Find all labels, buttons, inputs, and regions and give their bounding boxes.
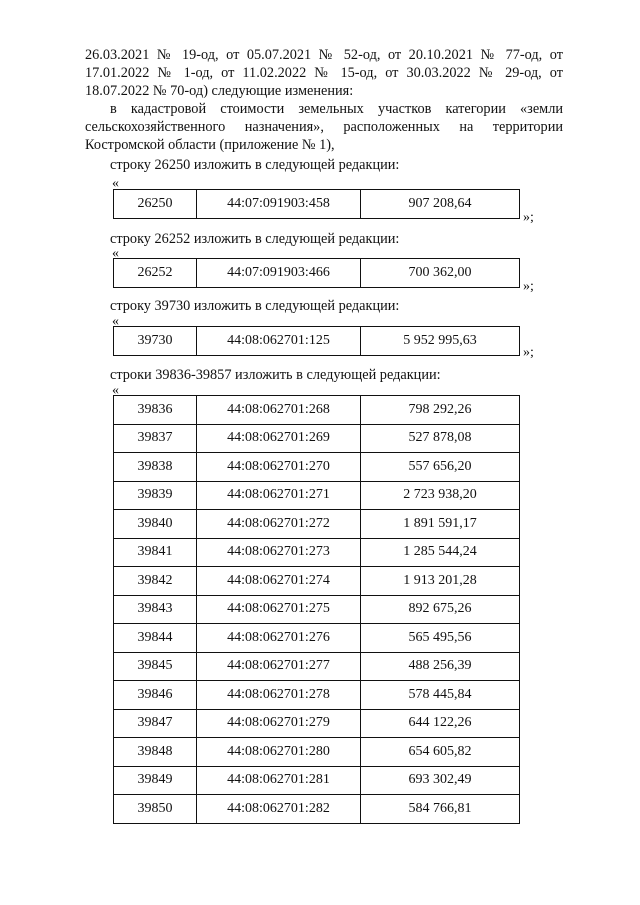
open-quote: «: [112, 246, 119, 261]
cadastral-value: 527 878,08: [361, 424, 520, 453]
table-row: [114, 567, 520, 596]
cadastral-number: 44:08:062701:274: [197, 567, 361, 596]
cadastral-number: 44:08:062701:281: [197, 766, 361, 795]
cadastral-value: 557 656,20: [361, 453, 520, 482]
cadastral-value: 5 952 995,63: [361, 327, 520, 356]
cadastral-number: 44:08:062701:282: [197, 795, 361, 824]
cadastral-value: 700 362,00: [361, 259, 520, 288]
row-number: 39844: [114, 624, 197, 653]
clause-line-3: Костромской области (приложение № 1),: [85, 137, 335, 153]
table-section-3: [113, 326, 520, 356]
section-heading-2: строку 26252 изложить в следующей редакции:: [110, 231, 400, 247]
cadastral-value: 1 285 544,24: [361, 538, 520, 567]
cadastral-number: 44:08:062701:278: [197, 681, 361, 710]
row-number: 39837: [114, 424, 197, 453]
cadastral-value: 1 891 591,17: [361, 510, 520, 539]
section-heading-1: строку 26250 изложить в следующей редакции:: [110, 157, 400, 173]
row-number: 39849: [114, 766, 197, 795]
cadastral-number: 44:07:091903:458: [197, 190, 361, 219]
cadastral-value: 907 208,64: [361, 190, 520, 219]
cadastral-number: 44:08:062701:275: [197, 595, 361, 624]
row-number: 26250: [114, 190, 197, 219]
row-number: 39841: [114, 538, 197, 567]
table-row: [114, 259, 520, 288]
cadastral-number: 44:08:062701:271: [197, 481, 361, 510]
table-section-2: [113, 258, 520, 288]
row-number: 39839: [114, 481, 197, 510]
table-row: [114, 624, 520, 653]
close-quote: »;: [523, 279, 534, 294]
cadastral-number: 44:08:062701:276: [197, 624, 361, 653]
table-section-4: [113, 395, 520, 824]
section-heading-4: строки 39836-39857 изложить в следующей редакции:: [110, 367, 441, 383]
open-quote: «: [112, 176, 119, 191]
close-quote: »;: [523, 210, 534, 225]
intro-line-3: 18.07.2022 № 70-од) следующие изменения:: [85, 83, 354, 99]
clause-line-1: в кадастровой стоимости земельных участков категории «земли: [110, 101, 563, 117]
row-number: 26252: [114, 259, 197, 288]
cadastral-value: 565 495,56: [361, 624, 520, 653]
row-number: 39848: [114, 738, 197, 767]
cadastral-value: 693 302,49: [361, 766, 520, 795]
table-row: [114, 709, 520, 738]
cadastral-number: 44:08:062701:277: [197, 652, 361, 681]
cadastral-value: 654 605,82: [361, 738, 520, 767]
cadastral-value: 1 913 201,28: [361, 567, 520, 596]
table-section-1: [113, 189, 520, 219]
table-row: [114, 396, 520, 425]
cadastral-number: 44:08:062701:268: [197, 396, 361, 425]
cadastral-number: 44:08:062701:279: [197, 709, 361, 738]
cadastral-value: 892 675,26: [361, 595, 520, 624]
row-number: 39850: [114, 795, 197, 824]
cadastral-number: 44:08:062701:269: [197, 424, 361, 453]
table-row: [114, 595, 520, 624]
table-row: [114, 538, 520, 567]
cadastral-number: 44:08:062701:272: [197, 510, 361, 539]
cadastral-number: 44:08:062701:273: [197, 538, 361, 567]
table-row: [114, 481, 520, 510]
cadastral-number: 44:07:091903:466: [197, 259, 361, 288]
table-row: [114, 766, 520, 795]
row-number: 39838: [114, 453, 197, 482]
table-row: [114, 190, 520, 219]
table-row: [114, 510, 520, 539]
open-quote: «: [112, 383, 119, 398]
table-row: [114, 795, 520, 824]
cadastral-value: 2 723 938,20: [361, 481, 520, 510]
row-number: 39845: [114, 652, 197, 681]
table-row: [114, 424, 520, 453]
cadastral-value: 488 256,39: [361, 652, 520, 681]
row-number: 39842: [114, 567, 197, 596]
row-number: 39846: [114, 681, 197, 710]
cadastral-value: 584 766,81: [361, 795, 520, 824]
row-number: 39847: [114, 709, 197, 738]
cadastral-number: 44:08:062701:125: [197, 327, 361, 356]
table-row: [114, 652, 520, 681]
row-number: 39840: [114, 510, 197, 539]
table-row: [114, 738, 520, 767]
open-quote: «: [112, 314, 119, 329]
table-row: [114, 681, 520, 710]
cadastral-value: 578 445,84: [361, 681, 520, 710]
cadastral-number: 44:08:062701:280: [197, 738, 361, 767]
section-heading-3: строку 39730 изложить в следующей редакции:: [110, 298, 400, 314]
row-number: 39843: [114, 595, 197, 624]
cadastral-value: 798 292,26: [361, 396, 520, 425]
table-row: [114, 327, 520, 356]
table-row: [114, 453, 520, 482]
cadastral-number: 44:08:062701:270: [197, 453, 361, 482]
intro-line-2: 17.01.2022 № 1-од, от 11.02.2022 № 15-од, от 30.03.2022 № 29-од, от: [85, 65, 563, 81]
row-number: 39836: [114, 396, 197, 425]
cadastral-value: 644 122,26: [361, 709, 520, 738]
clause-line-2: сельскохозяйственного назначения», расположенных на территории: [85, 119, 563, 135]
row-number: 39730: [114, 327, 197, 356]
intro-line-1: 26.03.2021 № 19-од, от 05.07.2021 № 52-од, от 20.10.2021 № 77-од, от: [85, 47, 563, 63]
close-quote: »;: [523, 345, 534, 360]
